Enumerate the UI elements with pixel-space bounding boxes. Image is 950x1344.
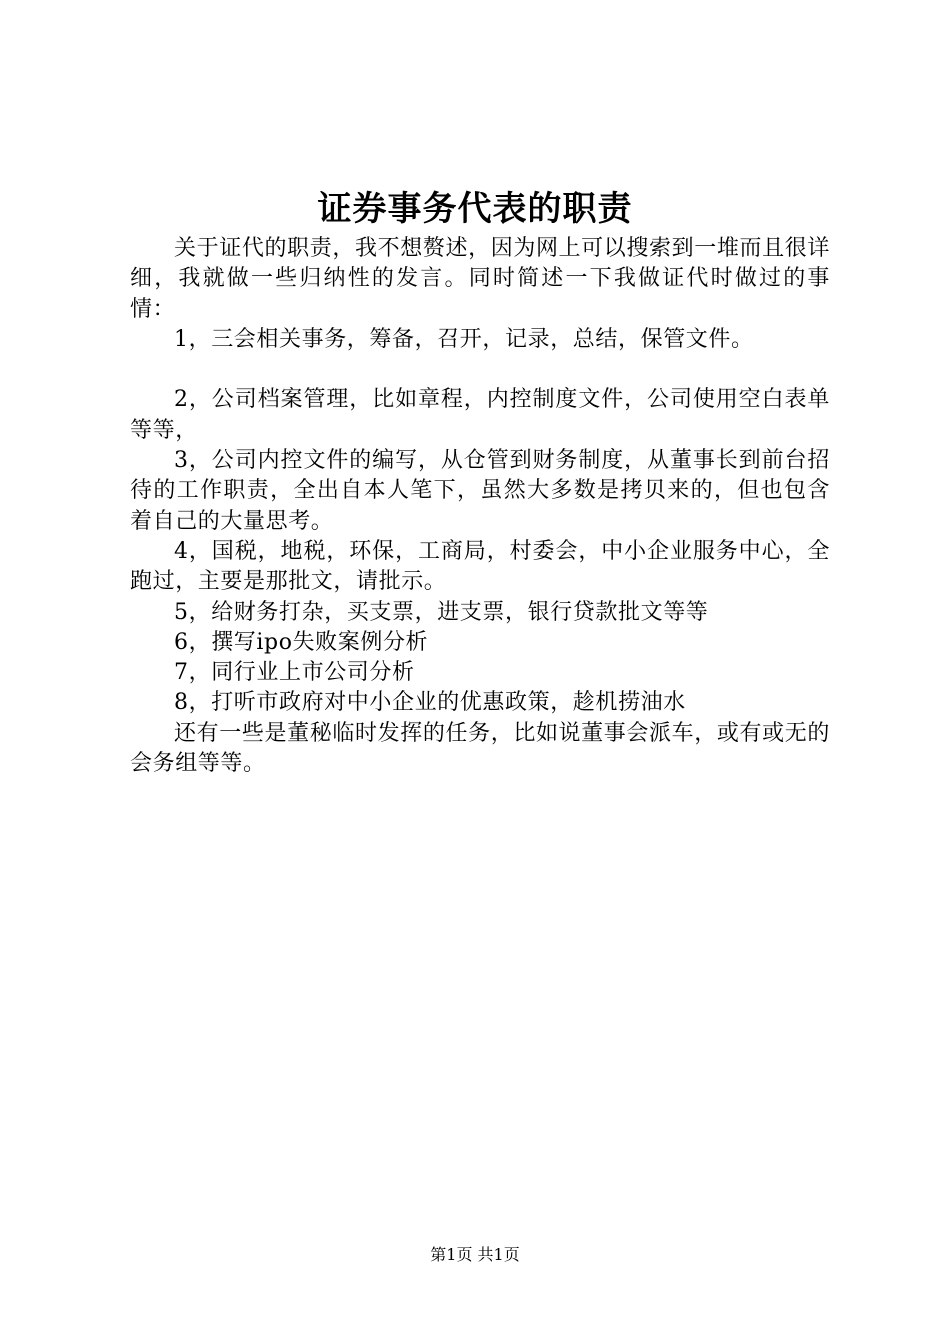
- blank-line: [130, 355, 830, 385]
- paragraph-intro: 关于证代的职责，我不想赘述，因为网上可以搜索到一堆而且很详细，我就做一些归纳性的发言。同时简述一下我做证代时做过的事情：: [130, 236, 830, 322]
- paragraph-item-5: 5，给财务打杂，买支票，进支票，银行贷款批文等等: [174, 599, 709, 625]
- paragraph-item-6: 6，撰写ipo失败案例分析: [174, 629, 429, 655]
- page-footer: 第1页 共1页: [430, 1245, 520, 1264]
- document-title: 证券事务代表的职责: [317, 189, 633, 229]
- paragraph-item-7: 7，同行业上市公司分析: [174, 660, 415, 686]
- paragraph-item-3: 3，公司内控文件的编写，从仓管到财务制度，从董事长到前台招待的工作职责，全出自本人笔下，虽然大多数是拷贝来的，但也包含着自己的大量思考。: [130, 448, 830, 534]
- document-body: [130, 234, 830, 779]
- paragraph-item-2: 2，公司档案管理，比如章程，内控制度文件，公司使用空白表单等等，: [130, 387, 830, 443]
- paragraph-item-1: 1，三会相关事务，筹备，召开，记录，总结，保管文件。: [174, 326, 754, 352]
- paragraph-item-4: 4，国税，地税，环保，工商局，村委会，中小企业服务中心，全跑过，主要是那批文，请批示。: [130, 538, 830, 595]
- paragraph-closing: 还有一些是董秘临时发挥的任务，比如说董事会派车，或有或无的会务组等等。: [130, 720, 830, 777]
- paragraph-item-8: 8，打听市政府对中小企业的优惠政策，趁机捞油水: [174, 690, 686, 716]
